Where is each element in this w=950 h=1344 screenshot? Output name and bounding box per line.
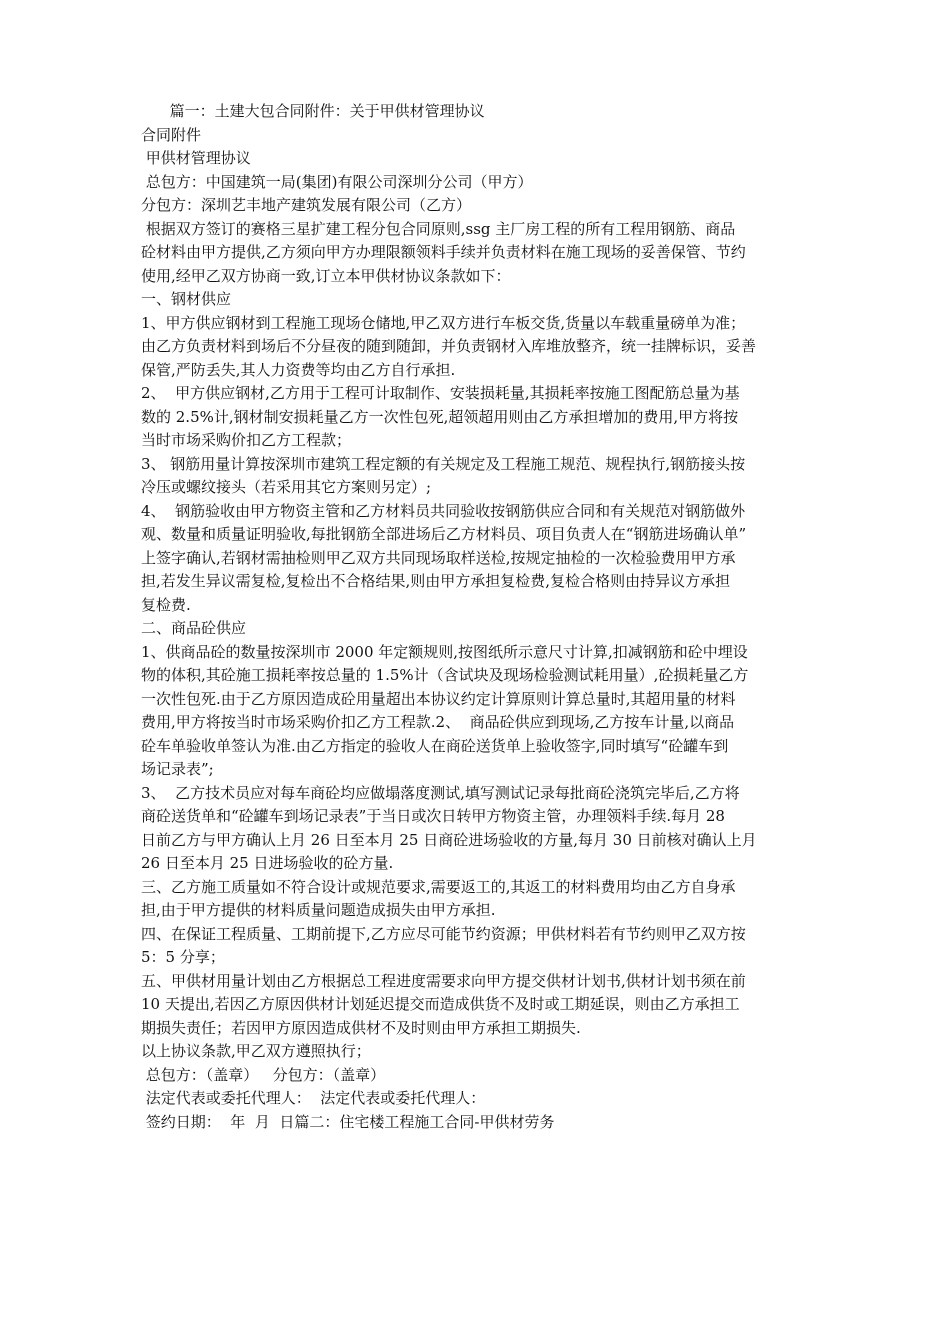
text-line: 2、 甲方供应钢材,乙方用于工程可计取制作、安装损耗量,其损耗率按施工图配筋总量为基 (141, 384, 740, 402)
text-line: 由乙方负责材料到场后不分昼夜的随到随卸，并负责钢材入库堆放整齐，统一挂牌标识，妥善 (141, 337, 757, 355)
text-line: 物的体积,其砼施工损耗率按总量的 1.5%计（含试块及现场检验测试耗用量）,砼损耗量乙方 (141, 666, 749, 684)
text-line: 1、甲方供应钢材到工程施工现场仓储地,甲乙双方进行车板交货,货量以车载重量磅单为准； (141, 313, 746, 332)
text-line: 二、商品砼供应 (141, 619, 247, 637)
text-line: 3、 乙方技术员应对每车商砼均应做塌落度测试,填写测试记录每批商砼浇筑完毕后,乙方将 (141, 783, 740, 802)
text-line: 1、供商品砼的数量按深圳市 2000 年定额规则,按图纸所示意尺寸计算,扣减钢筋和砼中埋设 (141, 642, 748, 661)
text-line: 复检费. (141, 595, 191, 614)
text-line: 保管,严防丢失,其人力资费等均由乙方自行承担. (141, 360, 456, 379)
text-line: 费用,甲方将按当时市场采购价扣乙方工程款.2、 商品砼供应到现场,乙方按车计量,以商品 (141, 713, 735, 731)
text-line: 以上协议条款,甲乙双方遵照执行； (141, 1042, 371, 1060)
text-line: 总包方：（盖章） 分包方：（盖章） (141, 1065, 386, 1084)
text-line: 当时市场采购价扣乙方工程款； (141, 431, 352, 449)
text-line: 三、乙方施工质量如不符合设计或规范要求,需要返工的,其返工的材料费用均由乙方自身承 (141, 877, 736, 896)
text-line: 担,若发生异议需复检,复检出不合格结果,则由甲方承担复检费,复检合格则由持异议方承担 (141, 572, 731, 590)
text-line: 签约日期： 年 月 日篇二：住宅楼工程施工合同-甲供材劳务 (141, 1112, 555, 1131)
text-line: 数的 2.5%计,钢材制安损耗量乙方一次性包死,超领超用则由乙方承担增加的费用,甲方将按 (141, 407, 739, 426)
text-line: 砼车单验收单签认为准.由乙方指定的验收人在商砼送货单上验收签字,同时填写“砼罐车到 (141, 736, 729, 755)
text-line: 篇一：土建大包合同附件：关于甲供材管理协议 (141, 102, 485, 120)
text-line: 法定代表或委托代理人： 法定代表或委托代理人： (141, 1089, 486, 1107)
text-line: 10 天提出,若因乙方原因供材计划延迟提交而造成供货不及时或工期延误，则由乙方承担工 (141, 995, 740, 1013)
text-line: 冷压或螺纹接头（若采用其它方案则另定）; (141, 478, 432, 496)
text-line: 五、甲供材用量计划由乙方根据总工程进度需要求向甲方提交供材计划书,供材计划书须在前 (141, 971, 746, 990)
text-line: 四、在保证工程质量、工期前提下,乙方应尽可能节约资源；甲供材料若有节约则甲乙双方按 (141, 924, 746, 943)
document-body (141, 100, 813, 1134)
text-line: 3、 钢筋用量计算按深圳市建筑工程定额的有关规定及工程施工规范、规程执行,钢筋接头按 (141, 454, 746, 473)
text-line: 砼材料由甲方提供,乙方须向甲方办理限额领料手续并负责材料在施工现场的妥善保管、节约 (141, 243, 746, 261)
text-line: 分包方：深圳艺丰地产建筑发展有限公司（乙方） (141, 196, 472, 214)
text-line: 合同附件 (141, 125, 202, 144)
text-line: 甲供材管理协议 (141, 149, 251, 167)
text-line: 场记录表”; (141, 760, 214, 778)
text-line: 上签字确认,若钢材需抽检则甲乙双方共同现场取样送检,按规定抽检的一次检验费用甲方承 (141, 548, 736, 567)
text-line: 日前乙方与甲方确认上月 26 日至本月 25 日商砼进场验收的方量,每月 30 日前核对确认上月 (141, 830, 757, 849)
text-line: 根据双方签订的赛格三星扩建工程分包合同原则,ssg 主厂房工程的所有工程用钢筋、商品 (141, 219, 736, 238)
text-line: 担,由于甲方提供的材料质量问题造成损失由甲方承担. (141, 901, 496, 919)
text-line: 使用,经甲乙双方协商一致,订立本甲供材协议条款如下： (141, 266, 511, 285)
text-line: 4、 钢筋验收由甲方物资主管和乙方材料员共同验收按钢筋供应合同和有关规范对钢筋做外 (141, 501, 746, 520)
text-line: 商砼送货单和“砼罐车到场记录表”于当日或次日转甲方物资主管，办理领料手续.每月 28 (141, 807, 725, 825)
text-line: 观、数量和质量证明验收,每批钢筋全部进场后乙方材料员、项目负责人在“钢筋进场确认单” (141, 525, 747, 543)
text-line: 一次性包死.由于乙方原因造成砼用量超出本协议约定计算原则计算总量时,其超用量的材料 (141, 689, 736, 708)
text-line: 26 日至本月 25 日进场验收的砼方量. (141, 854, 394, 872)
text-line: 总包方：中国建筑一局(集团)有限公司深圳分公司（甲方） (141, 172, 533, 191)
text-line: 5：5 分享； (141, 948, 225, 966)
text-line: 一、钢材供应 (141, 290, 232, 308)
text-line: 期损失责任；若因甲方原因造成供材不及时则由甲方承担工期损失. (141, 1018, 581, 1037)
